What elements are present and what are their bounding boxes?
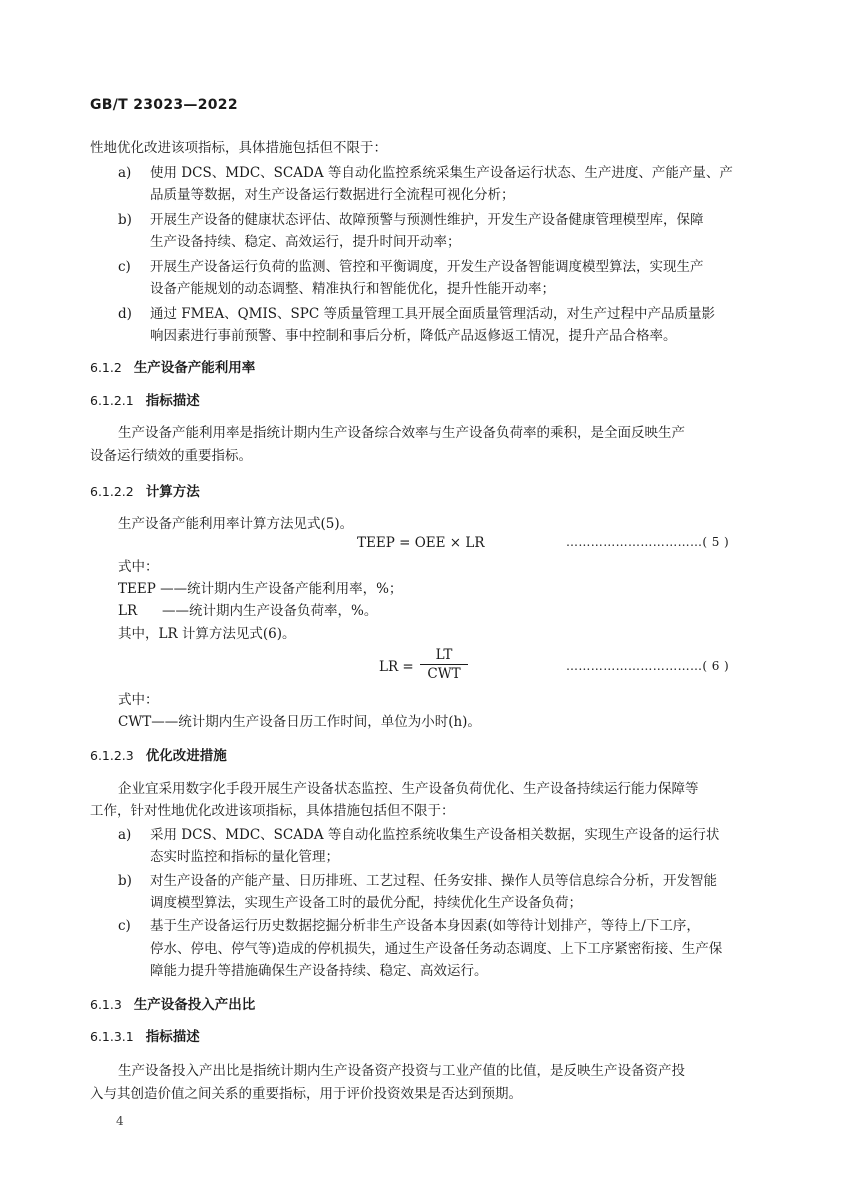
list-item-line: 基于生产设备运行历史数据挖掘分析非生产设备本身因素(如等待计划排产，等待上/下工序， bbox=[150, 918, 700, 934]
formula-5-leader bbox=[566, 535, 729, 549]
list-item-label: a) bbox=[118, 827, 132, 843]
list-item-line: 对生产设备的产能产量、日历排班、工艺过程、任务安排、操作人员等信息综合分析，开发智能 bbox=[150, 873, 717, 889]
formula-6-fraction bbox=[414, 647, 474, 682]
list-item-label: c) bbox=[118, 259, 131, 275]
list-item-line: 开展生产设备的健康状态评估、故障预警与预测性维护，开发生产设备健康管理模型库，保障 bbox=[150, 212, 704, 228]
paragraph-line: 入与其创造价值之间关系的重要指标，用于评价投资效果是否达到预期。 bbox=[90, 1086, 522, 1102]
section-heading-6-1-2-1 bbox=[90, 391, 200, 411]
list-item-line: 响因素进行事前预警、事中控制和事后分析，降低产品返修返工情况，提升产品合格率。 bbox=[150, 328, 677, 344]
where-label: 式中： bbox=[118, 692, 159, 708]
formula-6-leader bbox=[566, 659, 729, 673]
definition-lr-symbol: LR bbox=[118, 603, 138, 619]
section-title: 生产设备投入产出比 bbox=[133, 997, 256, 1013]
list-item-line: 开展生产设备运行负荷的监测、管控和平衡调度，开发生产设备智能调度模型算法，实现生产 bbox=[150, 259, 704, 275]
section-title: 生产设备产能利用率 bbox=[133, 360, 256, 376]
section-heading-6-1-3-1 bbox=[90, 1027, 200, 1047]
list-item-line: 生产设备持续、稳定、高效运行，提升时间开动率； bbox=[150, 234, 461, 250]
list-item-line: 品质量等数据，对生产设备运行数据进行全流程可视化分析； bbox=[150, 187, 515, 203]
list-item-label: b) bbox=[118, 212, 132, 228]
section-heading-6-1-2-2 bbox=[90, 482, 200, 502]
section-title: 计算方法 bbox=[145, 484, 200, 500]
list-item-label: b) bbox=[118, 873, 132, 889]
fraction-numerator: LT bbox=[435, 647, 453, 663]
paragraph-line: 设备运行绩效的重要指标。 bbox=[90, 448, 252, 464]
formula-number: ( 6 ) bbox=[702, 659, 730, 673]
formula-number: ( 5 ) bbox=[702, 535, 730, 549]
page-number: 4 bbox=[116, 1114, 124, 1128]
formula-5: TEEP = OEE × LR bbox=[357, 535, 485, 551]
paragraph-line: 生产设备投入产出比是指统计期内生产设备资产投资与工业产值的比值，是反映生产设备资产投 bbox=[118, 1063, 685, 1079]
definition-cwt: CWT——统计期内生产设备日历工作时间，单位为小时(h)。 bbox=[118, 714, 481, 730]
paragraph-line: 其中，LR 计算方法见式(6)。 bbox=[118, 626, 296, 642]
section-number: 6.1.2 bbox=[90, 360, 122, 375]
leader-dots: …………………………… bbox=[566, 659, 703, 673]
list-item-line: 态实时监控和指标的量化管理； bbox=[150, 849, 339, 865]
definition-lr-text: ——统计期内生产设备负荷率，%。 bbox=[162, 603, 378, 619]
section-heading-6-1-3 bbox=[90, 995, 255, 1015]
list-item-line: 停水、停电、停气等)造成的停机损失，通过生产设备任务动态调度、上下工序紧密衔接、生产保 bbox=[150, 941, 723, 957]
paragraph-line: 生产设备产能利用率计算方法见式(5)。 bbox=[118, 516, 354, 532]
list-item-line: 通过 FMEA、QMIS、SPC 等质量管理工具开展全面质量管理活动，对生产过程中产品质量影 bbox=[150, 306, 716, 322]
section-number: 6.1.2.2 bbox=[90, 484, 134, 499]
list-item-label: d) bbox=[118, 306, 132, 322]
list-item-line: 设备产能规划的动态调整、精准执行和智能优化，提升性能开动率； bbox=[150, 281, 555, 297]
list-item-label: a) bbox=[118, 165, 132, 181]
section-number: 6.1.3 bbox=[90, 997, 122, 1012]
section-title: 指标描述 bbox=[145, 393, 200, 409]
formula-6-lhs: LR = bbox=[379, 659, 414, 675]
list-item-line: 调度模型算法，实现生产设备工时的最优分配，持续优化生产设备负荷； bbox=[150, 895, 582, 911]
paragraph-line: 企业宜采用数字化手段开展生产设备状态监控、生产设备负荷优化、生产设备持续运行能力保障等 bbox=[118, 781, 699, 797]
definition-teep: TEEP ——统计期内生产设备产能利用率，%； bbox=[118, 581, 403, 597]
list-item-line: 使用 DCS、MDC、SCADA 等自动化监控系统采集生产设备运行状态、生产进度、产能产量、产 bbox=[150, 165, 733, 181]
section-number: 6.1.3.1 bbox=[90, 1029, 134, 1044]
list-item-label: c) bbox=[118, 918, 131, 934]
fraction-denominator: CWT bbox=[427, 666, 461, 682]
section-number: 6.1.2.3 bbox=[90, 748, 134, 763]
section-number: 6.1.2.1 bbox=[90, 393, 134, 408]
section-heading-6-1-2-3 bbox=[90, 746, 227, 766]
section-title: 优化改进措施 bbox=[145, 748, 227, 764]
section-heading-6-1-2 bbox=[90, 358, 255, 378]
leader-dots: …………………………… bbox=[566, 535, 703, 549]
paragraph-line: 生产设备产能利用率是指统计期内生产设备综合效率与生产设备负荷率的乘积，是全面反映生产 bbox=[118, 425, 685, 441]
fraction-bar bbox=[420, 664, 468, 665]
standard-code-header: GB/T 23023—2022 bbox=[90, 97, 238, 113]
list-item-line: 障能力提升等措施确保生产设备持续、稳定、高效运行。 bbox=[150, 963, 488, 979]
where-label: 式中： bbox=[118, 559, 159, 575]
intro-line: 性地优化改进该项指标，具体措施包括但不限于： bbox=[90, 140, 387, 156]
list-item-line: 采用 DCS、MDC、SCADA 等自动化监控系统收集生产设备相关数据，实现生产设备的运行状 bbox=[150, 827, 720, 843]
section-title: 指标描述 bbox=[145, 1029, 200, 1045]
paragraph-line: 工作，针对性地优化改进该项指标，具体措施包括但不限于： bbox=[90, 803, 455, 819]
